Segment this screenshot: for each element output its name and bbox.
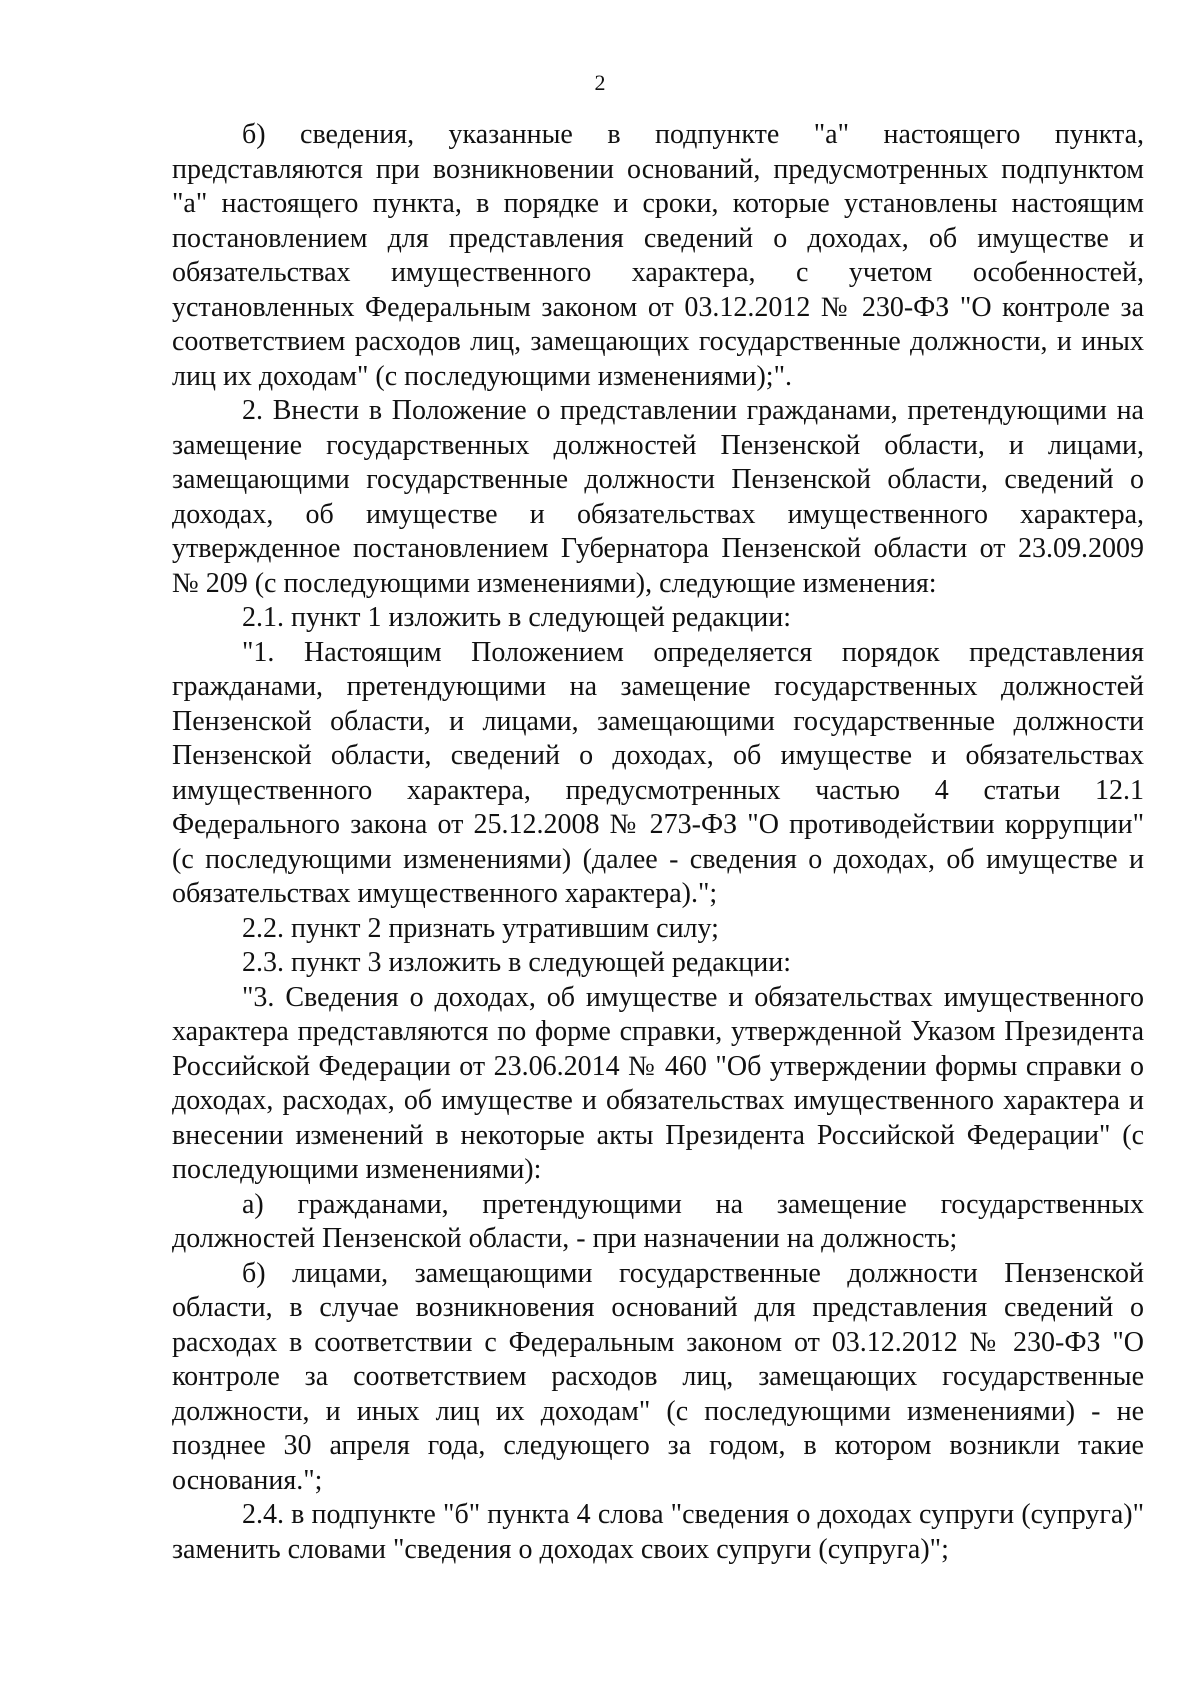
page-number: 2 [594,70,606,95]
document-body [172,118,1144,1567]
paragraph-item-2-2: 2.2. пункт 2 признать утратившим силу; [242,912,719,944]
paragraph-quoted-item-3: "3. Сведения о доходах, об имуществе и обязательствах имущественного характера представляются по форме справки, утвержденной Указом Президента Российской Федерации от 23.06.2014 № 460 "Об утверждении формы справки о доходах, расходах, об имуществе и обязательствах имущественного характера и внесении изменений в некоторые акты Президента Российской Федерации" (с последующими изменениями): [172,981,1144,1185]
paragraph-quoted-item-1: "1. Настоящим Положением определяется порядок представления гражданами, претендующими на замещение государственных должностей Пензенской области, и лицами, замещающими государственные должности Пензенской области, сведений о доходах, об имуществе и обязательствах имущественного характера, предусмотренных частью 4 статьи 12.1 Федерального закона от 25.12.2008 № 273-ФЗ "О противодействии коррупции" (с последующими изменениями) (далее - сведения о доходах, об имуществе и обязательствах имущественного характера)."; [172,636,1144,909]
paragraph-subclause-a: а) гражданами, претендующими на замещение государственных должностей Пензенской области, - при назначении на должность; [172,1188,1144,1254]
paragraph-subclause-b: б) сведения, указанные в подпункте "а" настоящего пункта, представляются при возникновении оснований, предусмотренных подпунктом "а" настоящего пункта, в порядке и сроки, которые установлены настоящим постановлением для представления сведений о доходах, об имуществе и обязательствах имущественного характера, с учетом особенностей, установленных Федеральным законом от 03.12.2012 № 230-ФЗ "О контроле за соответствием расходов лиц, замещающих государственные должности, и иных лиц их доходам" (с последующими изменениями);". [172,119,1144,392]
paragraph-item-2-1: 2.1. пункт 1 изложить в следующей редакции: [242,602,791,633]
paragraph-item-2: 2. Внести в Положение о представлении гражданами, претендующими на замещение государственных должностей Пензенской области, и лицами, замещающими государственные должности Пензенской области, сведений о доходах, об имуществе и обязательствах имущественного характера, утвержденное постановлением Губернатора Пензенской области от 23.09.2009 № 209 (с последующими изменениями), следующие изменения: [172,395,1144,599]
paragraph-item-2-4: 2.4. в подпункте "б" пункта 4 слова "сведения о доходах супруги (супруга)" заменить словами "сведения о доходах своих супруги (супруга)"; [172,1499,1144,1565]
paragraph-item-2-3: 2.3. пункт 3 изложить в следующей редакции: [242,947,791,978]
paragraph-subclause-b-2: б) лицами, замещающими государственные должности Пензенской области, в случае возникновения оснований для представления сведений о расходах в соответствии с Федеральным законом от 03.12.2012 № 230-ФЗ "О контроле за соответствием расходов лиц, замещающих государственные должности, и иных лиц их доходам" (с последующими изменениями) - не позднее 30 апреля года, следующего за годом, в котором возникли такие основания."; [172,1257,1144,1496]
